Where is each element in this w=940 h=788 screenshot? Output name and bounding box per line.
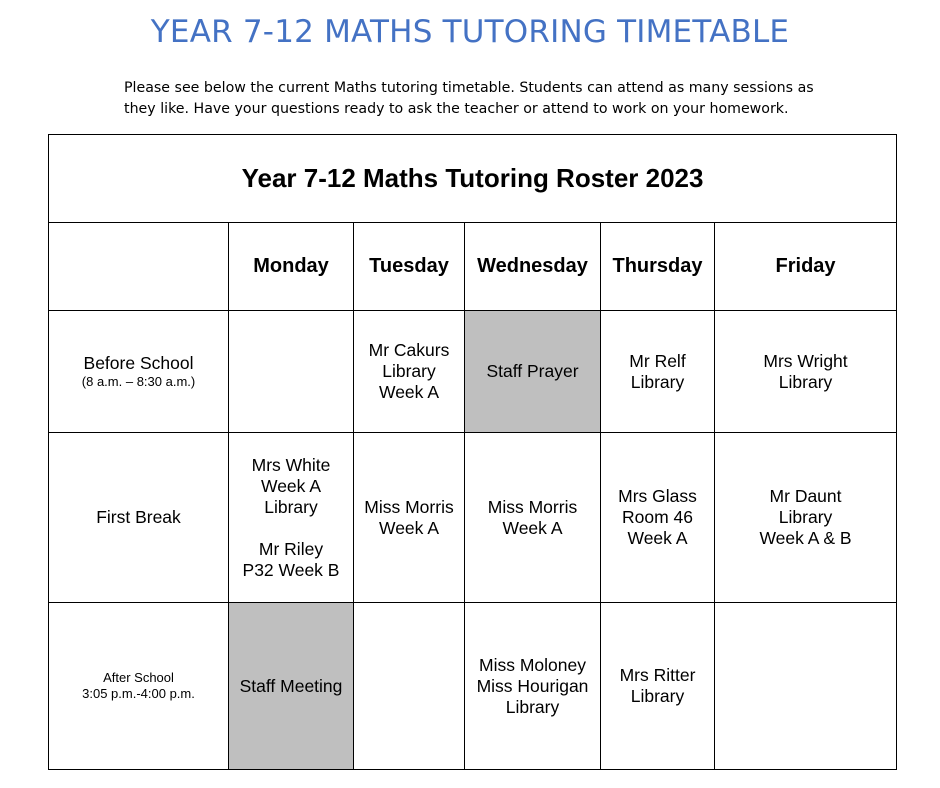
timeslot-label	[49, 433, 229, 603]
session-line: Week A	[261, 475, 321, 496]
session-cell	[354, 311, 465, 433]
session-cell	[229, 433, 354, 603]
session-cell	[465, 603, 601, 770]
session-line: Staff Prayer	[486, 361, 579, 381]
timeslot-row	[49, 433, 897, 603]
intro-text	[124, 78, 824, 120]
session-line: P32 Week B	[242, 559, 340, 580]
day-header-thursday: Thursday	[601, 223, 715, 311]
day-header-wednesday: Wednesday	[465, 223, 601, 311]
session-cell	[715, 433, 897, 603]
session-line: Library	[778, 507, 833, 527]
session-cell	[465, 433, 601, 603]
roster-table	[48, 134, 897, 770]
session-line: Miss Hourigan	[476, 675, 589, 696]
session-cell	[601, 603, 715, 770]
session-line: Room 46	[621, 507, 693, 527]
session-cell	[229, 311, 354, 433]
session-line: Library	[630, 686, 685, 706]
corner-cell	[49, 223, 229, 311]
session-line: Mr Relf	[629, 350, 686, 371]
timeslot-time: (8 a.m. – 8:30 a.m.)	[81, 374, 196, 389]
session-line: Week A	[502, 517, 563, 538]
session-line: Mrs Glass	[618, 486, 697, 506]
intro-line: Please see below the current Maths tutoring timetable. Students can attend as many sessions as	[124, 80, 814, 96]
timeslot-time: 3:05 p.m.-4:00 p.m.	[82, 686, 195, 701]
roster-title: Year 7-12 Maths Tutoring Roster 2023	[49, 135, 897, 223]
timeslot-name: After School	[103, 670, 174, 685]
line-gap	[229, 518, 353, 539]
session-cell	[715, 603, 897, 770]
day-header-tuesday: Tuesday	[354, 223, 465, 311]
session-cell	[601, 311, 715, 433]
day-header-friday: Friday	[715, 223, 897, 311]
session-cell	[715, 311, 897, 433]
page-title: YEAR 7-12 MATHS TUTORING TIMETABLE	[150, 14, 790, 50]
session-line: Week A & B	[759, 528, 852, 548]
session-cell	[354, 603, 465, 770]
session-line: Week A	[379, 517, 439, 538]
session-line: Library	[778, 371, 833, 392]
session-line: Miss Morris	[487, 496, 578, 517]
session-line: Mr Daunt	[769, 486, 842, 506]
timeslot-row	[49, 603, 897, 770]
session-line: Library	[630, 371, 685, 392]
session-line: Library	[382, 361, 436, 381]
session-line: Mr Cakurs	[368, 340, 450, 360]
session-line: Miss Morris	[364, 496, 454, 517]
session-cell	[601, 433, 715, 603]
session-line: Mrs Wright	[763, 350, 848, 371]
session-line: Mrs Ritter	[619, 665, 696, 685]
day-header-monday: Monday	[229, 223, 354, 311]
timeslot-row	[49, 311, 897, 433]
session-line: Library	[264, 496, 318, 517]
session-line: Mr Riley	[258, 538, 324, 559]
session-line: Week A	[379, 382, 439, 402]
session-line: Mrs White	[251, 454, 331, 475]
session-cell	[229, 603, 354, 770]
session-line: Staff Meeting	[239, 675, 343, 696]
timeslot-label	[49, 311, 229, 433]
timeslot-name: First Break	[96, 507, 181, 527]
session-line: Week A	[627, 528, 688, 548]
session-cell	[354, 433, 465, 603]
timeslot-label	[49, 603, 229, 770]
intro-line: they like. Have your questions ready to ask the teacher or attend to work on your homework.	[124, 101, 789, 117]
session-line: Miss Moloney	[479, 654, 586, 675]
timeslot-name: Before School	[83, 353, 194, 373]
session-line: Library	[505, 696, 560, 717]
session-cell	[465, 311, 601, 433]
